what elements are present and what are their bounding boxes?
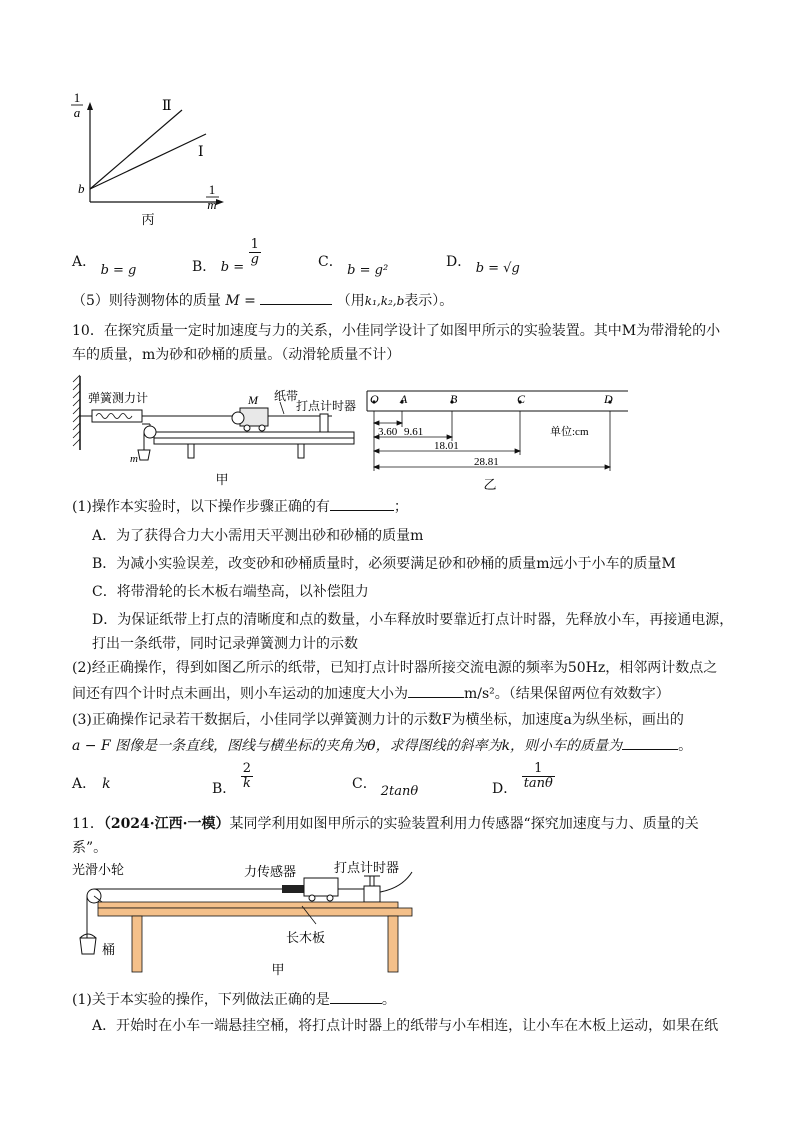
- q10-line2: 车的质量，m为砂和砂桶的质量。（动滑轮质量不计）: [72, 347, 401, 363]
- q10-line1: 10．在探究质量一定时加速度与力的关系，小佳同学设计了如图甲所示的实验装置。其中M为带滑轮的小: [72, 323, 721, 339]
- figure-q11-apparatus: [72, 858, 432, 980]
- point-C: C: [517, 392, 526, 406]
- q10-part1-option-c: C．将带滑轮的长木板右端垫高，以补偿阻力: [92, 584, 369, 600]
- bucket-label: 桶: [102, 942, 116, 957]
- label-I: Ⅰ: [198, 145, 204, 160]
- y-label-den: a: [73, 105, 81, 120]
- figure-yi-tape: [362, 383, 632, 495]
- q9-option-a: A． b = g: [72, 254, 137, 278]
- q9-option-d: D． b = √g: [446, 254, 520, 276]
- answer-blank[interactable]: [622, 749, 678, 750]
- q10-part3-option-a: A． k: [72, 776, 111, 792]
- answer-blank[interactable]: [260, 304, 332, 305]
- spring-scale-label: 弹簧测力计: [88, 391, 149, 405]
- x-label-den: m: [207, 197, 217, 212]
- sensor-label: 力传感器: [244, 864, 297, 879]
- q10-part1-option-b: B．为减小实验误差，改变砂和砂桶质量时，必须要满足砂和砂桶的质量m远小于小车的质量M: [92, 556, 676, 572]
- tape-label: 纸带: [274, 389, 299, 403]
- figure-jia-apparatus: [70, 372, 365, 492]
- point-O: O: [370, 392, 379, 406]
- dist-OA: 3.60: [378, 426, 398, 438]
- q9-part5: （5）则待测物体的质量 M = （用k₁,k₂,b表示）。: [72, 293, 454, 309]
- q10-part3-line1: (3)正确操作记录若干数据后，小佳同学以弹簧测力计的示数F为横坐标，加速度a为纵坐标，画出的: [72, 712, 684, 728]
- timer-label-q11: 打点计时器: [334, 860, 400, 875]
- q10-part3-option-b: B． $\frac{2}{k}$: [212, 761, 252, 797]
- q11-part1-option-a: A．开始时在小车一端悬挂空桶，将打点计时器上的纸带与小车相连，让小车在木板上运动，如果在纸: [92, 1018, 719, 1034]
- label-II: Ⅱ: [162, 99, 172, 114]
- q10-part1-stem: (1)操作本实验时，以下操作步骤正确的有 ；: [72, 499, 408, 515]
- q10-part2-line2: 间还有四个计时点未画出，则小车运动的加速度大小为 m/s²。（结果保留两位有效数字）: [72, 686, 670, 702]
- point-D: D: [604, 392, 613, 406]
- q11-line2: 系”。: [72, 840, 108, 856]
- q9-option-b: B． b = $\frac{1}{g}$: [192, 237, 259, 275]
- graph-bing: [60, 90, 240, 235]
- pulley-label: 光滑小轮: [72, 862, 125, 877]
- q10-part1-option-d-cont: 打出一条纸带，同时记录弹簧测力计的示数: [92, 636, 358, 652]
- line-I: [90, 134, 206, 189]
- q10-part2-line1: (2)经正确操作，得到如图乙所示的纸带，已知打点计时器所接交流电源的频率为50Hz，相邻两计数点之: [72, 660, 718, 676]
- caption-q11-jia: 甲: [271, 962, 285, 977]
- q10-part1-option-a: A．为了获得合力大小需用天平测出砂和砂桶的质量m: [92, 528, 424, 544]
- caption-bing: 丙: [141, 212, 155, 227]
- unit-label: 单位:cm: [550, 426, 589, 438]
- q10-part1-option-d: D．为保证纸带上打点的清晰度和点的数量，小车释放时要靠近打点计时器，先释放小车，再接通电源，: [92, 612, 734, 628]
- caption-jia: 甲: [215, 472, 229, 487]
- intercept-b: b: [78, 181, 85, 196]
- board-label: 长木板: [286, 930, 326, 945]
- q11-line1: 11．（2024·江西·一模）某同学利用如图甲所示的实验装置利用力传感器“探究加速度与力、质量的关: [72, 816, 699, 832]
- cart-label-M: M: [248, 393, 258, 407]
- q10-part3-option-c: C． 2tanθ: [352, 776, 419, 799]
- point-A: A: [400, 392, 408, 406]
- answer-blank[interactable]: [408, 697, 464, 698]
- tape-points: [372, 400, 611, 403]
- caption-yi: 乙: [483, 477, 497, 492]
- timer-label: 打点计时器: [296, 399, 357, 413]
- bucket-label-m: m: [130, 453, 138, 465]
- x-label-num: 1: [208, 182, 216, 197]
- answer-blank[interactable]: [330, 510, 394, 511]
- q10-part3-option-d: D． $\frac{1}{\tan\theta}$: [492, 761, 553, 797]
- dist-OB: 9.61: [404, 426, 424, 438]
- q10-part3-line2: a − F 图像是一条直线，图线与横坐标的夹角为θ，求得图线的斜率为k，则小车的质量为 。: [72, 738, 693, 754]
- q11-part1-stem: (1)关于本实验的操作，下列做法正确的是 。: [72, 992, 396, 1008]
- q9-option-c: C． b = g²: [318, 254, 389, 278]
- point-B: B: [450, 392, 458, 406]
- dist-OC: 18.01: [434, 440, 459, 452]
- dist-OD: 28.81: [474, 456, 499, 468]
- y-label-num: 1: [73, 90, 81, 105]
- answer-blank[interactable]: [330, 1003, 382, 1004]
- line-II: [90, 110, 182, 189]
